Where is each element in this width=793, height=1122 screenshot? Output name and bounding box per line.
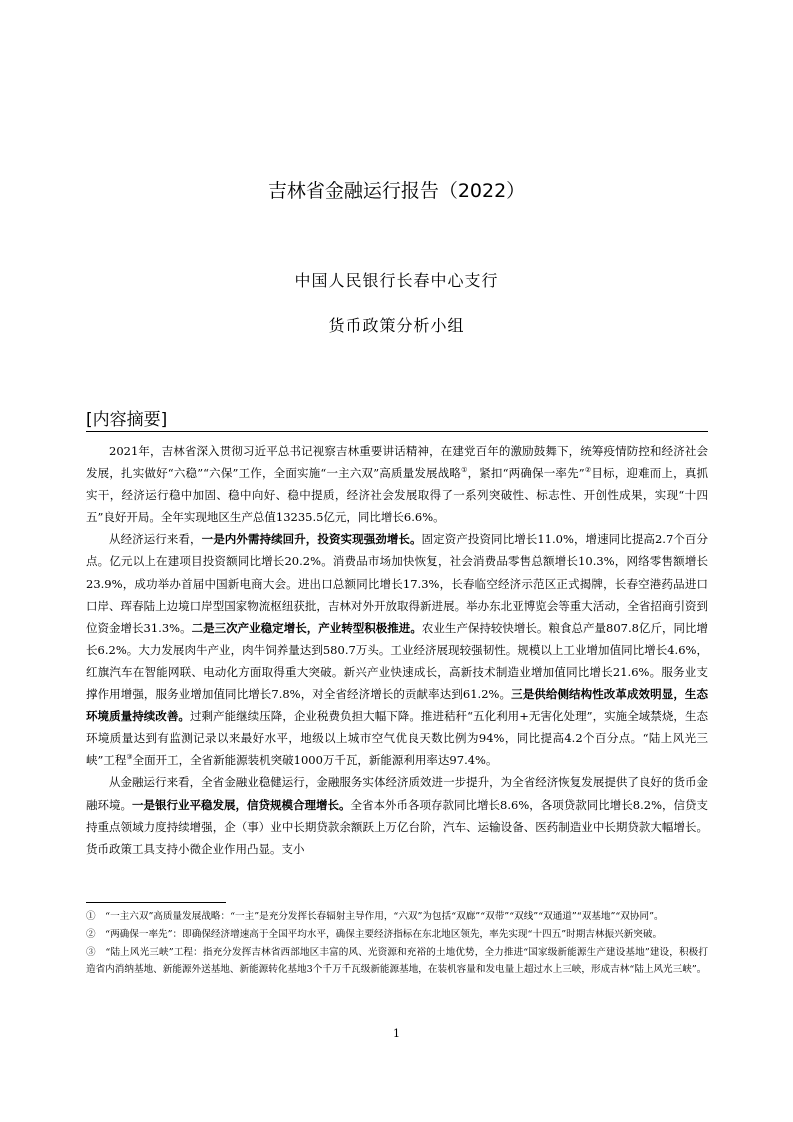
footnote-ref-2: ②	[584, 466, 592, 475]
text-span: 从经济运行来看，	[109, 532, 202, 547]
key-point-2: 二是三次产业稳定增长，产业转型积极推进。	[191, 620, 422, 635]
text-span: ，紧扣“两确保一率先”	[467, 466, 585, 481]
footnote-3: ③ “陆上风光三峡”工程：指充分发挥吉林省西部地区丰富的风、光资源和充裕的土地优势，全力推进“国家级新能源生产建设基地”建设，积极打造省内消纳基地、新能源外送基地、新能源转化基地3个千万千瓦级新能源基地，在装机容量和发电量上超过水上三峡，形成吉林“陆上风光三峡”。	[86, 947, 708, 975]
footnote-divider	[86, 902, 226, 903]
paragraph-3	[86, 771, 708, 859]
abstract-body	[86, 440, 708, 860]
paragraph-2	[86, 528, 708, 771]
footnote-1: ① “一主六双”高质量发展战略：“一主”是充分发挥长春辐射主导作用，“六双”为包括“双廊”“双带”“双线”“双通道”“双基地”“双协同”。	[86, 911, 664, 922]
text-span: 目标，迎难而上，真抓实干，经济运行稳中加固、稳中向好、稳中提质，经济社会发展取得了一系列突破性、标志性、开创性成果，实现“十四五”良好开局。全年实现地区生产总值13235.5亿元，同比增长6.6%。	[86, 466, 709, 525]
text-span: 农业生产保持较快增长。粮食总产量807.8亿斤，同比增长6.2%。大力发展肉牛产业，肉牛饲养量达到580.7万头。工业经济展现较强韧性。规模以上工业增加值同比增长4.6%，红旗汽车在智能网联、电动化方面取得重大突破。新兴产业快速成长，高新技术制造业增加值同比增长21.6%。服务业支撑作用增强，服务业增加值同比增长7.8%，对全省经济增长的贡献率达到61.2%。	[86, 620, 708, 702]
page-number: 1	[393, 1027, 400, 1040]
footnote-2: ② “两确保一率先”：即确保经济增速高于全国平均水平，确保主要经济指标在东北地区领先，率先实现“十四五”时期吉林振兴新突破。	[86, 929, 663, 940]
page-title: 吉林省金融运行报告（2022）	[267, 180, 526, 202]
text-span: 全面开工，全省新能源装机突破1000万千瓦，新能源利用率达97.4%。	[132, 753, 498, 768]
text-span: 过剩产能继续压降，企业税费负担大幅下降。推进秸秆“五化利用+无害化处理”，实施全域禁烧，生态环境质量达到有监测记录以来最好水平，地级以上城市空气优良天数比例为94%，同比提高4.2个百分点。“陆上风光三峡”工程	[86, 709, 709, 768]
text-span: 全省本外币各项存款同比增长8.6%，各项贷款同比增长8.2%，信贷支持重点领域力度持续增强，企（事）业中长期贷款余额跃上万亿台阶，汽车、运输设备、医药制造业中长期贷款大幅增长。货币政策工具支持小微企业作用凸显。支小	[86, 797, 709, 856]
text-span: 固定资产投资同比增长11.0%，增速同比提高2.7个百分点。亿元以上在建项目投资额同比增长20.2%。消费品市场加快恢复，社会消费品零售总额增长10.3%，网络零售额增长23.9%，成功举办首届中国新电商大会。进出口总额同比增长17.3%，长春临空经济示范区正式揭牌，长春空港药品进口口岸、珲春陆上边境口岸型国家物流枢纽获批，吉林对外开放取得新进展。举办东北亚博览会等重大活动，全省招商引资到位资金增长31.3%。	[86, 532, 709, 635]
author-org: 中国人民银行长春中心支行	[294, 271, 499, 290]
author-group: 货币政策分析小组	[328, 316, 465, 335]
key-point-3: 三是供给侧结构性改革成效明显，生态环境质量持续改善。	[86, 687, 708, 724]
section-heading: [内容摘要]	[86, 405, 708, 432]
key-point-1: 一是内外需持续回升，投资实现强劲增长。	[201, 532, 422, 547]
text-span: 2021年，吉林省深入贯彻习近平总书记视察吉林重要讲话精神，在建党百年的激励鼓舞下，统筹疫情防控和经济社会发展，扎实做好“六稳”“六保”工作，全面实施“一主六双”高质量发展战略	[86, 444, 708, 481]
footnote-ref-3: ③	[126, 753, 133, 762]
footnote-ref-1: ①	[461, 466, 468, 475]
footnotes	[86, 908, 708, 979]
paragraph-1	[86, 440, 708, 528]
key-point-4: 一是银行业平稳发展，信贷规模合理增长。	[132, 797, 351, 812]
text-span: 从金融运行来看，全省金融业稳健运行，金融服务实体经济质效进一步提升，为全省经济恢复发展提供了良好的货币金融环境。	[86, 775, 708, 812]
